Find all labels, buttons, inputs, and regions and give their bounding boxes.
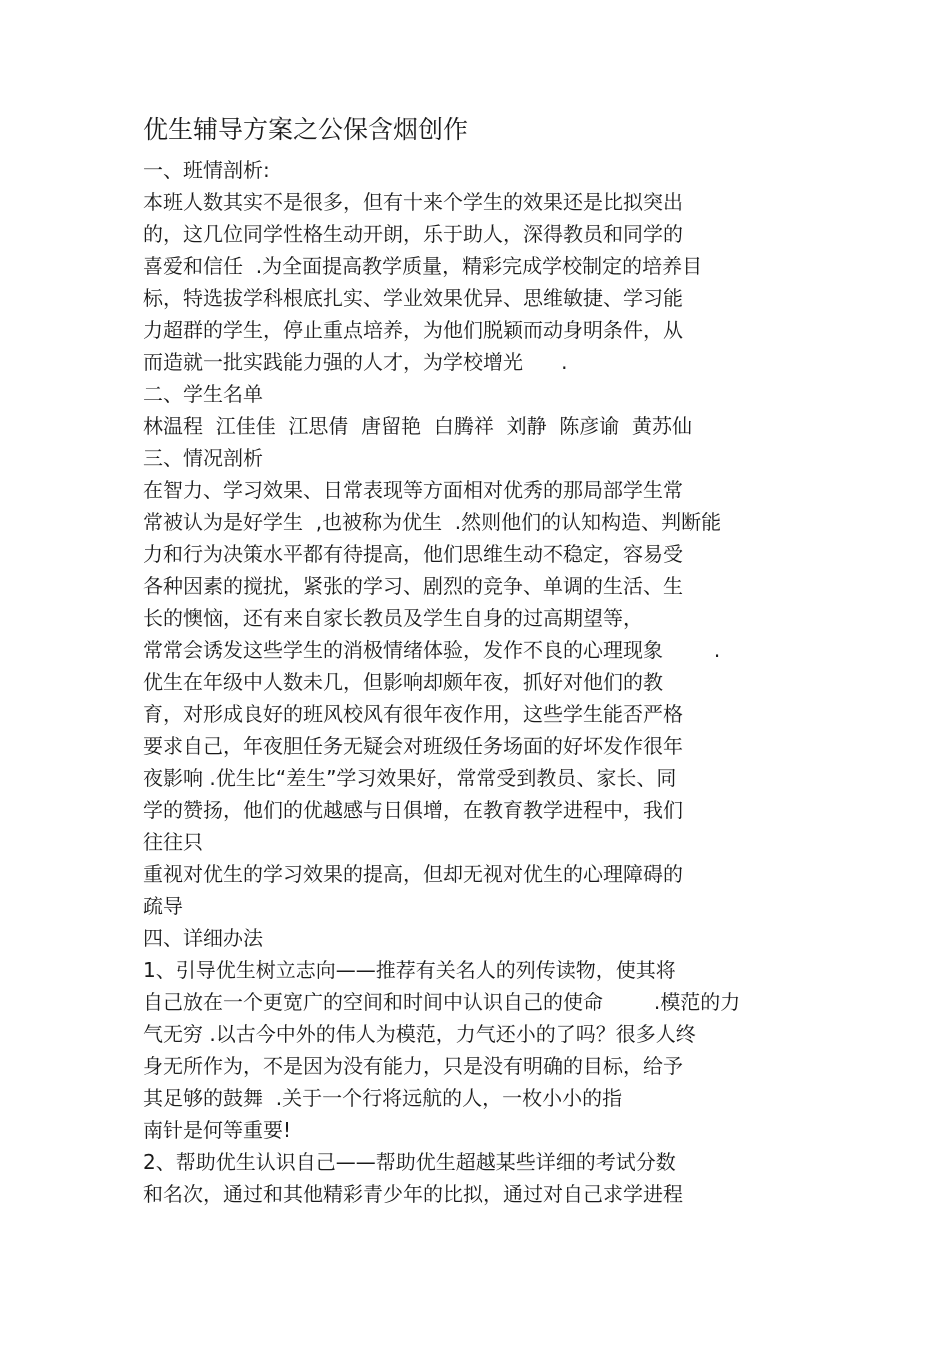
- body-line: 气无穷 .以古今中外的伟人为模范，力气还小的了吗？很多人终: [143, 1022, 696, 1046]
- body-line: 在智力、学习效果、日常表现等方面相对优秀的那局部学生常: [143, 478, 683, 502]
- body-line: 力和行为决策水平都有待提高，他们思维生动不稳定，容易受: [143, 542, 683, 566]
- body-line: 喜爱和信任 .为全面提高教学质量，精彩完成学校制定的培养目: [143, 254, 703, 278]
- body-line: 力超群的学生，停止重点培养，为他们脱颖而动身明条件，从: [143, 318, 683, 342]
- body-line: 其足够的鼓舞 .关于一个行将远航的人，一枚小小的指: [143, 1086, 623, 1110]
- body-line: 重视对优生的学习效果的提高，但却无视对优生的心理障碍的: [143, 862, 683, 886]
- body-line: 长的懊恼，还有来自家长教员及学生自身的过高期望等，: [143, 606, 643, 630]
- section-heading: 一、班情剖析:: [143, 158, 270, 182]
- student-name-list: 林温程 江佳佳 江思倩 唐留艳 白腾祥 刘静 陈彦谕 黄苏仙: [143, 414, 693, 438]
- body-line: 学的赞扬，他们的优越感与日俱增，在教育教学进程中，我们: [143, 798, 683, 822]
- section-heading: 四、详细办法: [143, 926, 263, 950]
- body-line: 往往只: [143, 830, 203, 854]
- section-heading: 三、情况剖析: [143, 446, 263, 470]
- body-line: 本班人数其实不是很多，但有十来个学生的效果还是比拟突出: [143, 190, 683, 214]
- body-line: 的，这几位同学性格生动开朗，乐于助人，深得教员和同学的: [143, 222, 683, 246]
- body-line: 疏导: [143, 894, 183, 918]
- document-body: [143, 154, 933, 1210]
- body-line: 要求自己，年夜胆任务无疑会对班级任务场面的好坏发作很年: [143, 734, 683, 758]
- body-line: 南针是何等重要!: [143, 1118, 292, 1142]
- body-line: 常被认为是好学生 ,也被称为优生 .然则他们的认知构造、判断能: [143, 510, 722, 534]
- body-line: 标，特选拔学科根底扎实、学业效果优异、思维敏捷、学习能: [143, 286, 683, 310]
- body-line: 优生在年级中人数未几，但影响却颇年夜，抓好对他们的教: [143, 670, 663, 694]
- body-line: 自己放在一个更宽广的空间和时间中认识自己的使命 .模范的力: [143, 990, 741, 1014]
- body-line: 1、引导优生树立志向——推荐有关名人的列传读物，使其将: [143, 958, 676, 982]
- body-line: 各种因素的搅扰，紧张的学习、剧烈的竞争、单调的生活、生: [143, 574, 683, 598]
- body-line: 夜影响 .优生比“差生”学习效果好，常常受到教员、家长、同: [143, 766, 677, 790]
- body-line: 身无所作为，不是因为没有能力，只是没有明确的目标，给予: [143, 1054, 683, 1078]
- section-heading: 二、学生名单: [143, 382, 263, 406]
- body-line: 育，对形成良好的班风校风有很年夜作用，这些学生能否严格: [143, 702, 683, 726]
- body-line: 常常会诱发这些学生的消极情绪体验，发作不良的心理现象 .: [143, 638, 721, 662]
- body-line: 而造就一批实践能力强的人才，为学校增光 .: [143, 350, 568, 374]
- body-line: 2、帮助优生认识自己——帮助优生超越某些详细的考试分数: [143, 1150, 676, 1174]
- body-line: 和名次，通过和其他精彩青少年的比拟，通过对自己求学进程: [143, 1182, 683, 1206]
- document-title: 优生辅导方案之公保含烟创作: [143, 115, 469, 144]
